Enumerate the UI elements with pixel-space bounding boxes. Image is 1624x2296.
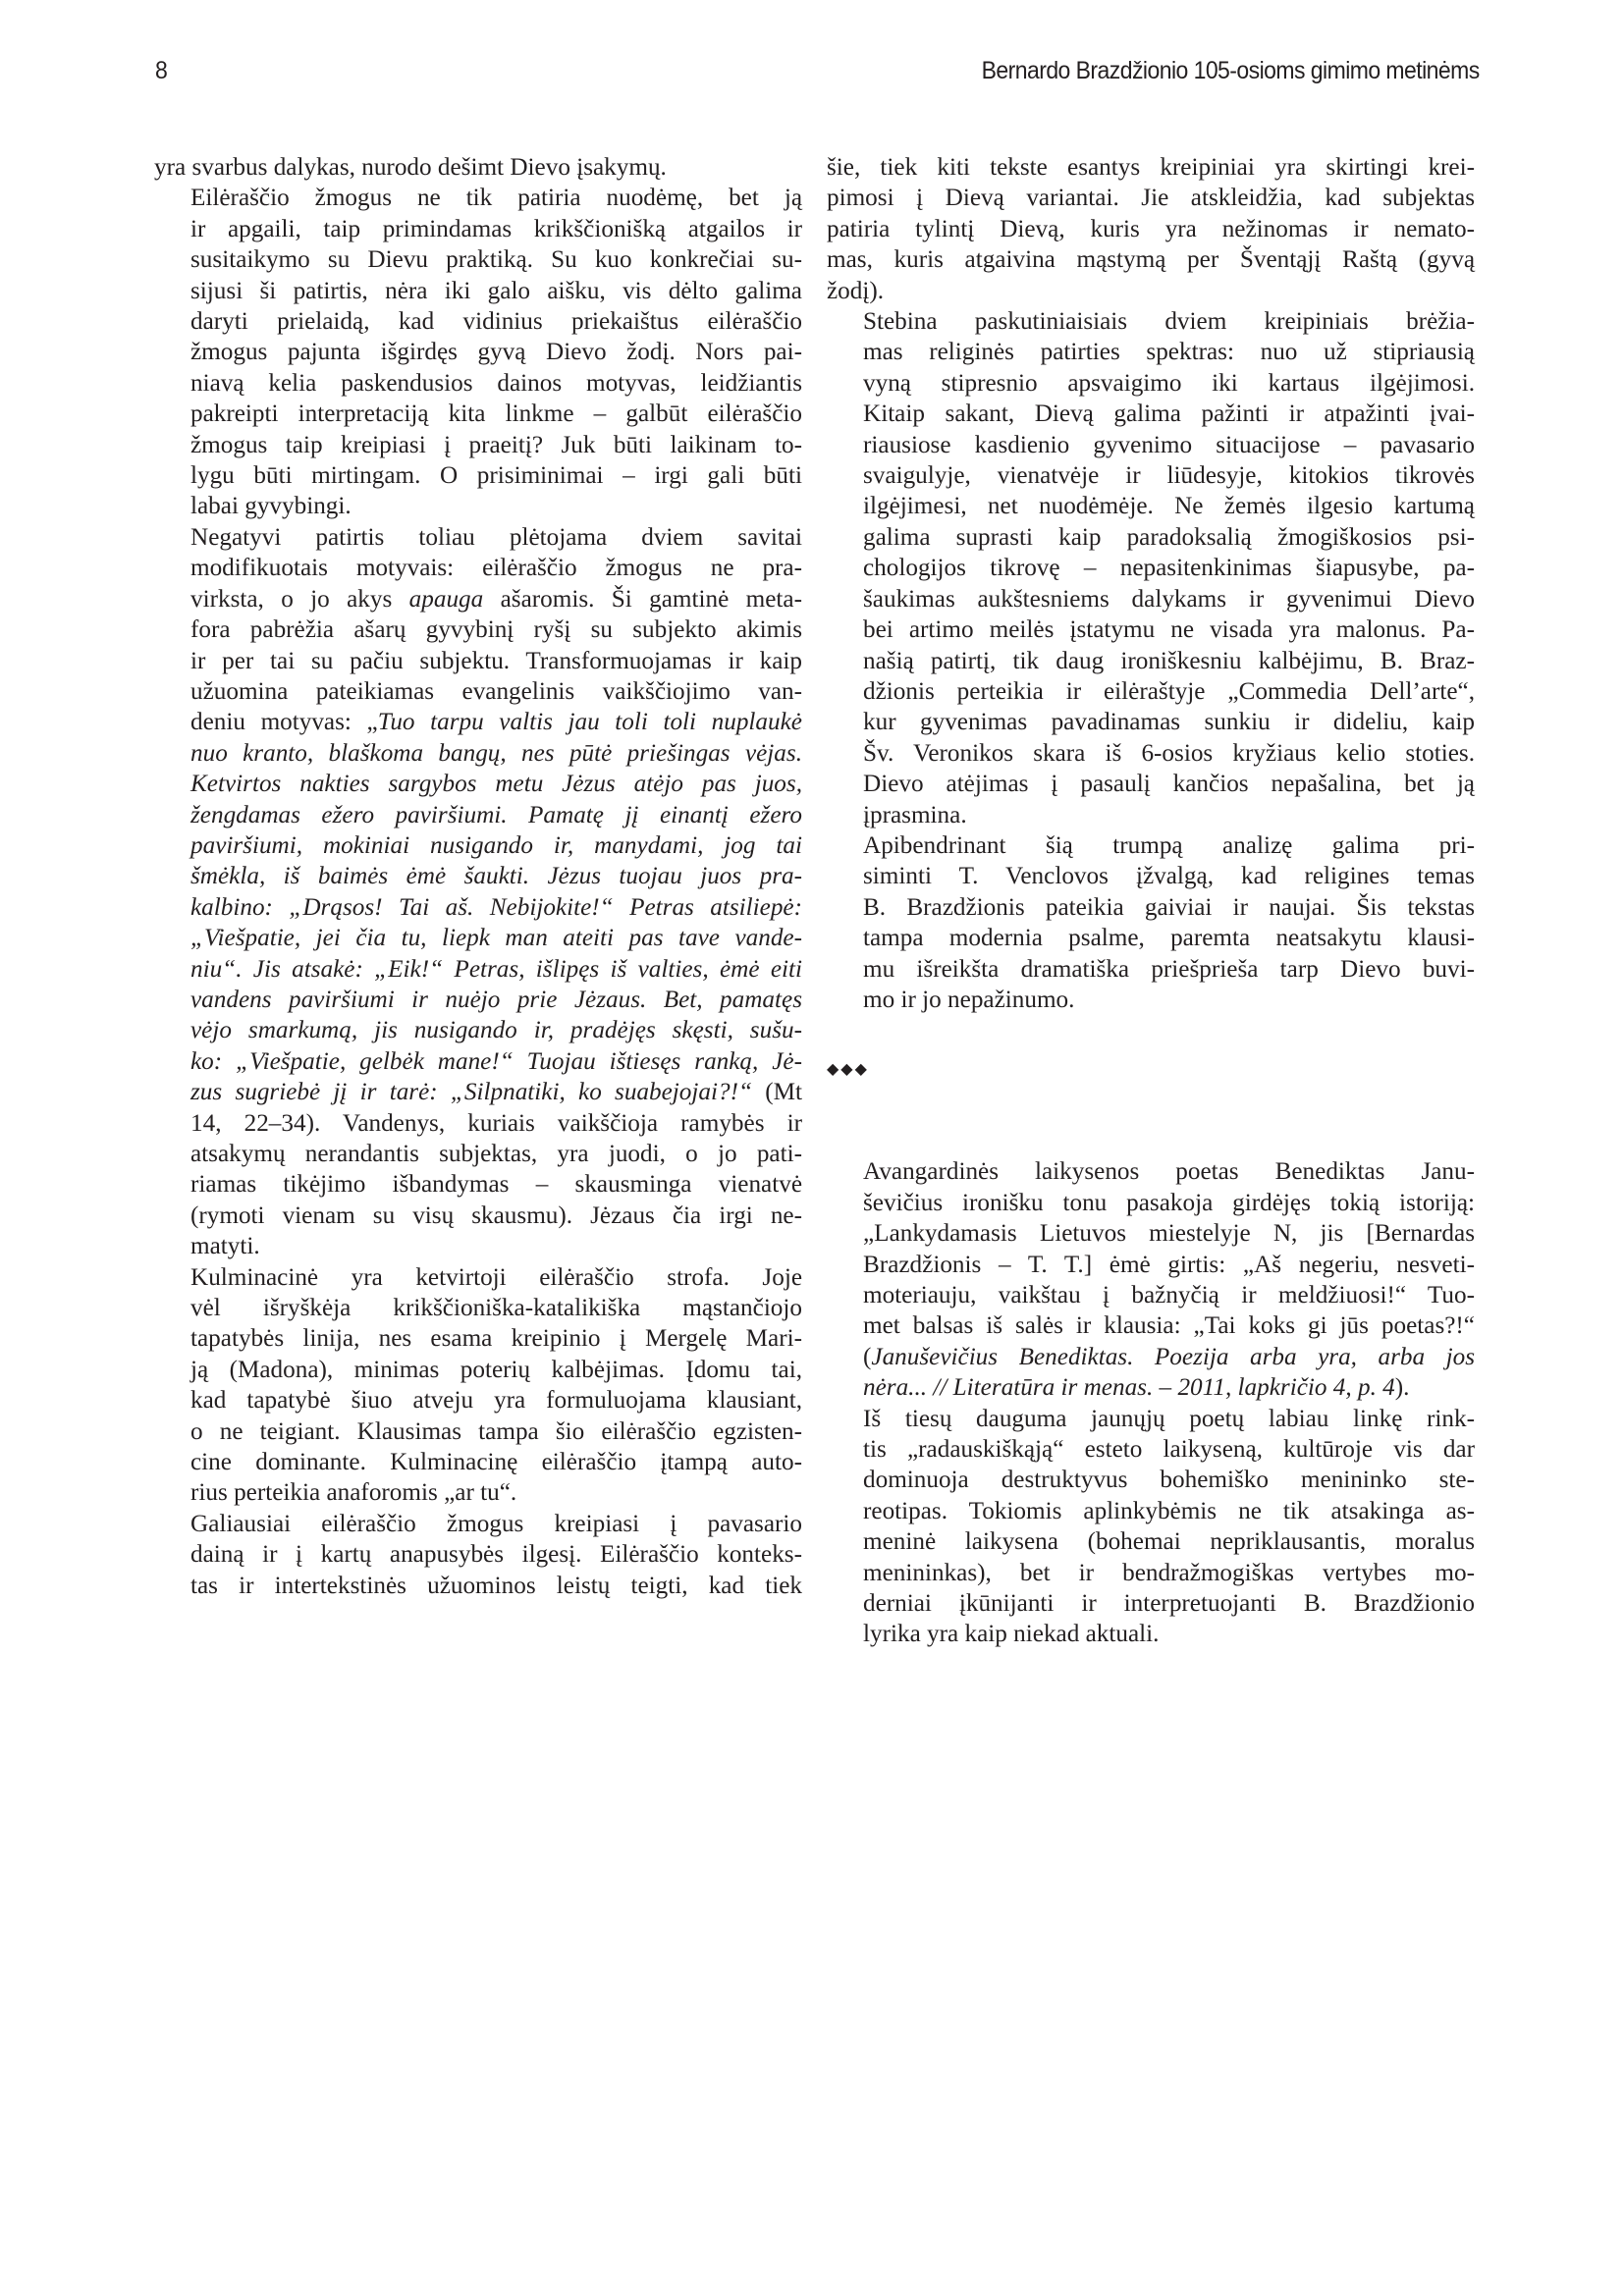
text-line: Galiausiai eilėraščio žmogus kreipiasi į pavasario — [190, 1510, 802, 1537]
text-line: Stebina paskutiniaisiais dviem kreipiniais brėžia- — [863, 308, 1475, 336]
text-line: patiria tylintį Dievą, kuris yra nežinomas ir nemato- — [827, 215, 1475, 242]
text-line: chologijos tikrovę – nepasitenkinimas šiapusybe, pa- — [863, 555, 1475, 582]
text-line: Kulminacinė yra ketvirtoji eilėraščio strofa. Joje — [190, 1263, 802, 1291]
paragraph — [154, 1262, 802, 1509]
paragraph — [827, 152, 1475, 306]
italic-text: apauga — [408, 585, 484, 613]
text-line: mas religinės patirties spektras: nuo už stipriausią — [863, 339, 1475, 366]
text-line: pakreipti interpretaciją kita linkme – galbūt eilėraščio — [190, 400, 802, 428]
text-line: kad tapatybė šiuo atveju yra formuluojama klausiant, — [190, 1387, 802, 1415]
text-segment: ( — [863, 1343, 872, 1370]
text-line: derniai įkūnijanti ir interpretuojanti B. Brazdžionio — [863, 1590, 1475, 1618]
text-line: Apibendrinant šią trumpą analizę galima pri- — [863, 831, 1475, 859]
text-line: žmogus pajunta išgirdęs gyvą Dievo žodį. Nors pai- — [190, 339, 802, 366]
text-line: žmogus taip kreipiasi į praeitį? Juk būti laikinam to- — [190, 431, 802, 458]
text-line: nuo kranto, blaškoma bangų, nes pūtė priešingas vėjas. — [190, 739, 802, 767]
text-line: ko: „Viešpatie, gelbėk mane!“ Tuojau ištiesęs ranką, Jė- — [190, 1047, 802, 1075]
text-line: niu“. Jis atsakė: „Eik!“ Petras, išlipęs iš valties, ėmė eiti — [190, 955, 802, 983]
text-line — [827, 1372, 1475, 1403]
text-line: vėl išryškėja krikščioniška-katalikiška mąstančiojo — [190, 1295, 802, 1322]
text-line: Kitaip sakant, Dievą galima pažinti ir atpažinti įvai- — [863, 400, 1475, 428]
text-line: rius perteikia anaforomis „ar tu“. — [190, 1479, 517, 1507]
paragraph — [154, 183, 802, 521]
text-line: Negatyvi patirtis toliau plėtojama dviem savitai — [190, 523, 802, 551]
text-line: tis „radauskiškąją“ esteto laikyseną, kultūroje vis dar — [863, 1436, 1475, 1464]
text-line — [827, 1342, 1475, 1372]
text-line: Iš tiesų dauguma jaunųjų poetų labiau linkę rink- — [863, 1405, 1475, 1432]
running-title: Bernardo Brazdžionio 105-osioms gimimo metinėms — [981, 57, 1480, 84]
text-line: žengdamas ežero paviršiumi. Pamatę jį einantį ežero — [190, 801, 802, 828]
italic-text: nėra... // Literatūra ir menas. – 2011, lapkričio 4, p. 4 — [863, 1374, 1395, 1402]
text-line: tas ir intertekstinės užuominos leistų teigti, kad tiek — [190, 1572, 802, 1599]
text-line: B. Brazdžionis pateikia gaiviai ir naujai. Šis tekstas — [863, 893, 1475, 921]
running-header — [155, 57, 1480, 96]
text-line: kur gyvenimas pavadinamas sunkiu ir dideliu, kaip — [863, 709, 1475, 736]
text-line: labai gyvybingi. — [190, 493, 352, 520]
text-line: tapatybės linija, nes esama kreipinio į Mergelę Mari- — [190, 1325, 802, 1353]
text-line: yra svarbus dalykas, nurodo dešimt Dievo įsakymų. — [154, 154, 667, 181]
text-line: ir apgaili, taip primindamas krikščionišką atgailos ir — [190, 215, 802, 242]
paragraph — [827, 830, 1475, 1015]
text-line: fora pabrėžia ašarų gyvybinį ryšį su subjekto akimis — [190, 616, 802, 644]
text-line: Brazdžionis – T. T.] ėmė girtis: „Aš negeriu, nesveti- — [863, 1251, 1475, 1278]
text-segment: (Mt — [751, 1079, 802, 1106]
text-line: ją (Madona), minimas poterių kalbėjimas. Įdomu tai, — [190, 1356, 802, 1383]
paragraph — [827, 1156, 1475, 1403]
page-number: 8 — [155, 57, 168, 84]
text-line: dominuoja destruktyvus bohemiško menininko ste- — [863, 1467, 1475, 1494]
text-line — [154, 1077, 802, 1107]
text-line: ilgėjimesi, net nuodėmėje. Ne žemės ilgesio kartumą — [863, 493, 1475, 520]
text-line: Ketvirtos nakties sargybos metu Jėzus atėjo pas juos, — [190, 771, 802, 798]
text-line: susitaikymo su Dievu praktiką. Su kuo konkrečiai su- — [190, 246, 802, 274]
text-line: ševičius ironišku tonu pasakoja girdėjęs tokią istoriją: — [863, 1189, 1475, 1216]
italic-text: Januševičius Benediktas. Poezija arba yra, arba jos — [871, 1343, 1475, 1370]
text-line: dainą ir į kartų anapusybės ilgesį. Eilėraščio konteks- — [190, 1541, 802, 1569]
text-line: meninė laikysena (bohemai nepriklausantis, moralus — [863, 1528, 1475, 1556]
text-line — [154, 584, 802, 614]
text-line: šaukimas aukštesniems dalykams ir gyvenimui Dievo — [863, 585, 1475, 613]
text-line: pimosi į Dievą variantai. Jie atskleidžia, kad subjektas — [827, 185, 1475, 212]
text-line: šie, tiek kiti tekste esantys kreipiniai yra skirtingi krei- — [827, 154, 1475, 181]
text-line: sijusi ši patirtis, nėra iki galo aišku, vis dėlto galima — [190, 277, 802, 304]
text-line: tampa modernia psalme, paremta neatsakytu klausi- — [863, 925, 1475, 952]
text-line: reotipas. Tokiomis aplinkybėmis ne tik atsakinga as- — [863, 1497, 1475, 1524]
paragraph — [154, 522, 802, 1262]
text-line: 14, 22–34). Vandenys, kuriais vaikščioja ramybės ir — [190, 1109, 802, 1137]
text-line: Šv. Veronikos skara iš 6-osios kryžiaus kelio stoties. — [863, 739, 1475, 767]
italic-text: Tuo tarpu valtis jau toli toli nuplaukė — [377, 709, 802, 736]
text-line: (rymoti vienam su visų skausmu). Jėzaus čia irgi ne- — [190, 1201, 802, 1229]
text-line: moteriauju, vaikštau į bažnyčią ir meldžiuosi!“ Tuo- — [863, 1282, 1475, 1308]
italic-text: zus sugriebė jį ir tarė: „Silpnatiki, ko suabejojai?!“ — [190, 1079, 752, 1106]
text-line: Dievo atėjimas į pasaulį kančios nepašalina, bet ją — [863, 771, 1475, 798]
text-line: galima suprasti kaip paradoksalią žmogiškosios psi- — [863, 523, 1475, 551]
text-segment: deniu motyvas: „ — [190, 709, 378, 736]
text-line: „Viešpatie, jei čia tu, liepk man ateiti pas tave vande- — [190, 925, 802, 952]
text-line: svaigulyje, vienatvėje ir liūdesyje, kitokios tikrovės — [863, 462, 1475, 490]
text-line: o ne teigiant. Klausimas tampa šio eilėraščio egzisten- — [190, 1417, 802, 1445]
text-line: menininkas), bet ir bendražmogiškas vertybes mo- — [863, 1559, 1475, 1586]
text-line: šmėkla, iš baimės ėmė šaukti. Jėzus tuojau juos pra- — [190, 863, 802, 890]
text-line: našią patirtį, tik daug ironiškesniu kalbėjimu, B. Braz- — [863, 647, 1475, 674]
text-line: įprasmina. — [863, 801, 967, 828]
text-line: vandens paviršiumi ir nuėjo prie Jėzaus. Bet, pamatęs — [190, 986, 802, 1013]
text-segment: ašaromis. Ši gamtinė meta- — [483, 585, 802, 613]
text-line: met balsas iš salės ir klausia: „Tai koks gi jūs poetas?!“ — [863, 1312, 1475, 1340]
paragraph — [154, 1509, 802, 1601]
text-line: ir per tai su pačiu subjektu. Transformuojamas ir kaip — [190, 647, 802, 674]
text-line: užuomina pateikiamas evangelinis vaikščiojimo van- — [190, 677, 802, 705]
text-line: bei artimo meilės įstatymu ne visada yra malonus. Pa- — [863, 616, 1475, 644]
text-line: atsakymų nerandantis subjektas, yra juodi, o jo pati- — [190, 1141, 802, 1167]
text-line: riausiose kasdienio gyvenimo situacijose – pavasario — [863, 431, 1475, 458]
right-column-body-after-separator — [827, 1156, 1475, 1650]
text-line: riamas tikėjimo išbandymas – skausminga vienatvė — [190, 1171, 802, 1199]
text-line: mu išreikšta dramatiška priešprieša tarp Dievo buvi- — [863, 955, 1475, 983]
paragraph — [827, 306, 1475, 830]
text-segment: virksta, o jo akys — [190, 585, 409, 613]
text-line: džionis perteikia ir eilėraštyje „Commedia Dell’arte“, — [863, 677, 1475, 705]
right-column — [827, 152, 1475, 1650]
section-separator-diamonds: ◆◆◆ — [827, 1061, 869, 1079]
text-line: modifikuotais motyvais: eilėraščio žmogus ne pra- — [190, 555, 802, 582]
text-line: paviršiumi, mokiniai nusigando ir, manydami, jog tai — [190, 831, 802, 859]
text-line: niavą kelia paskendusios dainos motyvas, leidžiantis — [190, 369, 802, 397]
right-column-body-before-separator — [827, 152, 1475, 1015]
paragraph — [154, 152, 802, 183]
text-line: cine dominante. Kulminacinę eilėraščio įtampą auto- — [190, 1449, 802, 1476]
text-line: Eilėraščio žmogus ne tik patiria nuodėmę, bet ją — [190, 185, 802, 212]
text-line — [154, 707, 802, 737]
text-line: vėjo smarkumą, jis nusigando ir, pradėjęs skęsti, sušu- — [190, 1017, 802, 1044]
text-line: lygu būti mirtingam. O prisiminimai – irgi gali būti — [190, 462, 802, 490]
text-line: siminti T. Venclovos įžvalgą, kad religines temas — [863, 863, 1475, 890]
text-line: kalbino: „Drąsos! Tai aš. Nebijokite!“ Petras atsiliepė: — [190, 893, 802, 921]
text-line: Avangardinės laikysenos poetas Benediktas Janu- — [863, 1158, 1475, 1186]
text-segment: ). — [1394, 1374, 1410, 1402]
text-line: mas, kuris atgaivina mąstymą per Šventąjį Raštą (gyvą — [827, 246, 1475, 274]
paragraph — [827, 1404, 1475, 1650]
text-line: daryti prielaidą, kad vidinius priekaištus eilėraščio — [190, 308, 802, 336]
text-line: „Lankydamasis Lietuvos miestelyje N, jis [Bernardas — [863, 1220, 1475, 1248]
text-line: vyną stipresnio apsvaigimo iki kartaus ilgėjimosi. — [863, 369, 1475, 397]
text-line: mo ir jo nepažinumo. — [863, 986, 1075, 1013]
text-line: lyrika yra kaip niekad aktuali. — [863, 1621, 1160, 1648]
text-line: žodį). — [827, 277, 885, 304]
left-column — [154, 152, 802, 1601]
text-line: matyti. — [190, 1233, 260, 1260]
